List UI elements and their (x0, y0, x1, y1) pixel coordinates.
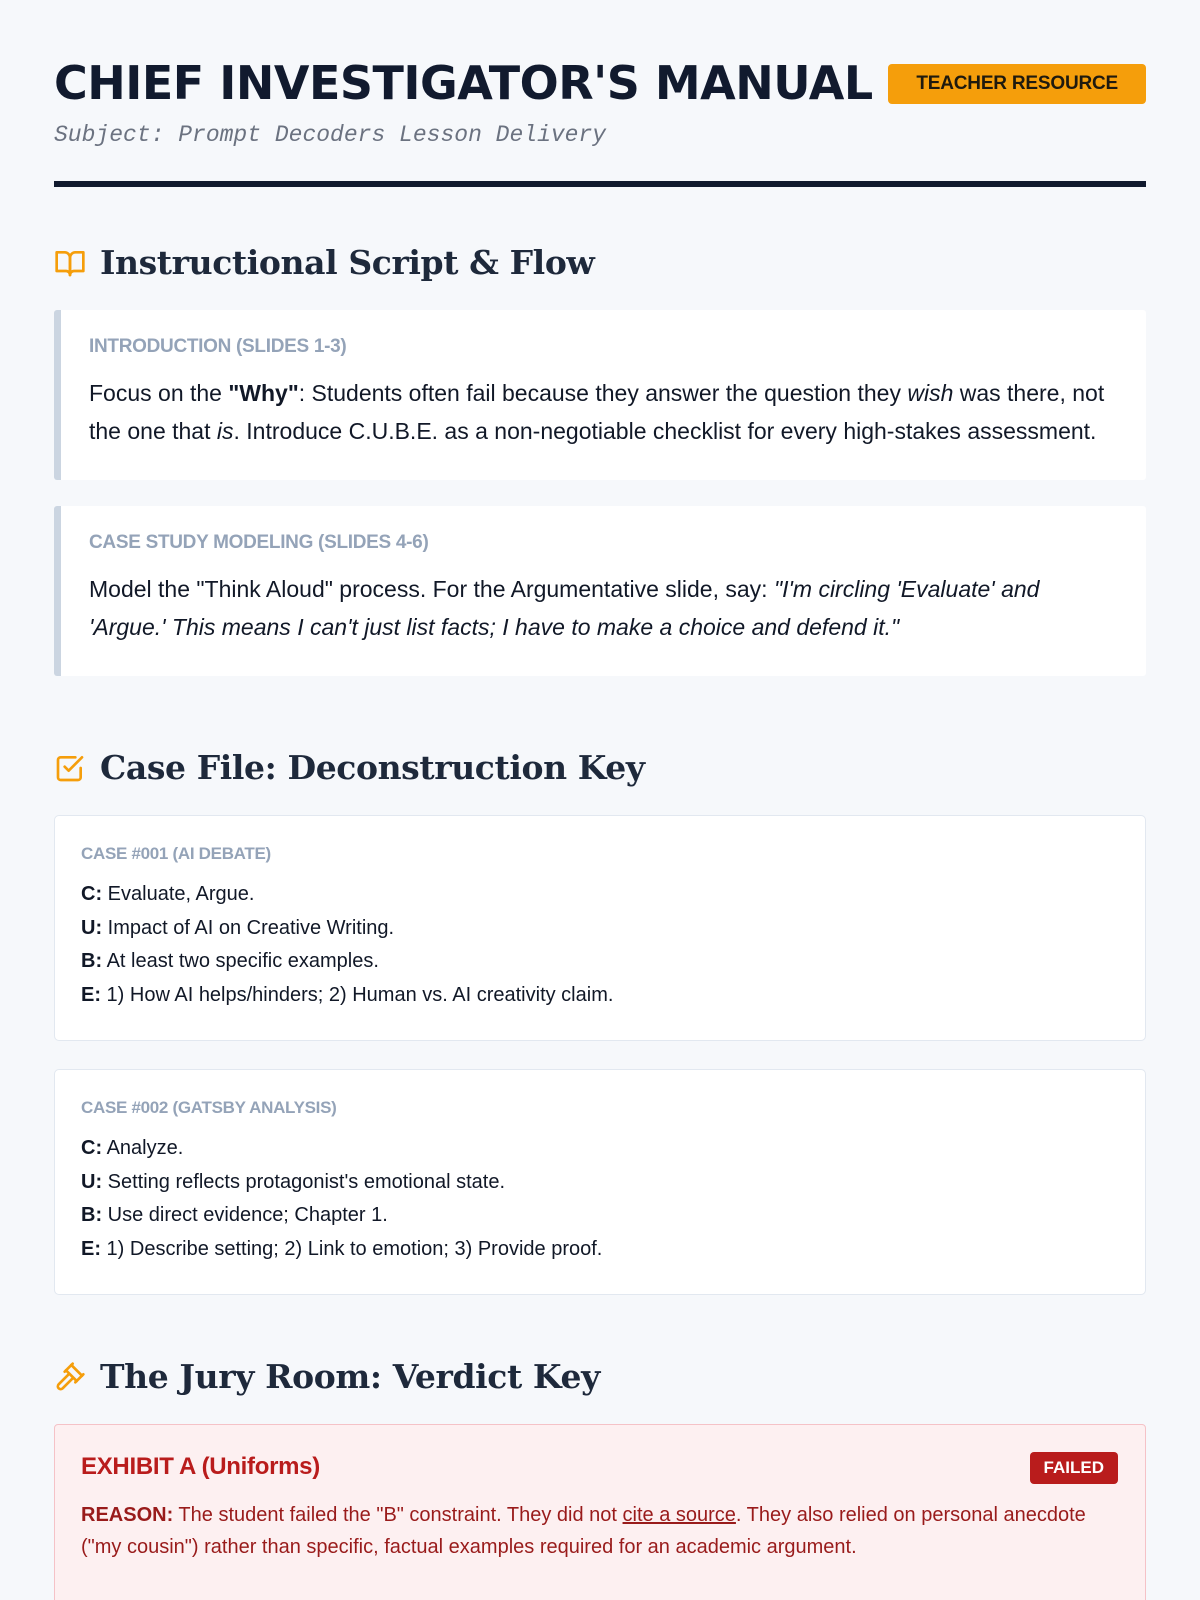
case-key: U: (81, 916, 103, 939)
section-title: The Jury Room: Verdict Key (100, 1357, 600, 1396)
card-label: CASE STUDY MODELING (SLIDES 4-6) (89, 532, 429, 553)
teacher-resource-badge: TEACHER RESOURCE (888, 64, 1146, 104)
text-run: Model the "Think Aloud" process. For the Argumentative slide, say: (89, 576, 774, 602)
case-card-001 (54, 815, 1146, 1041)
text-run: . They also relied on personal anecdote ("my cousin") rather than specific, factual examples required for an academic argument. (81, 1504, 1086, 1558)
script-text (89, 570, 1116, 646)
text-run-italic: is (216, 418, 234, 444)
book-open-icon (54, 247, 86, 279)
case-key: U: (81, 1170, 103, 1193)
text-run: Focus on the (89, 380, 229, 406)
section-title: Case File: Deconstruction Key (100, 748, 645, 787)
text-run-italic: wish (907, 380, 954, 406)
case-key: C: (81, 883, 103, 905)
exhibit-reason (81, 1499, 1119, 1563)
text-run: . Introduce C.U.B.E. as a non-negotiable checklist for every high-stakes assessment. (233, 418, 1097, 444)
case-key: E: (81, 983, 101, 1006)
gavel-icon (54, 1361, 86, 1393)
header (54, 0, 1146, 187)
case-value: Impact of AI on Creative Writing. (102, 916, 395, 939)
section-heading-script (54, 243, 1146, 282)
case-value: 1) Describe setting; 2) Link to emotion; 3) Provide proof. (101, 1237, 603, 1260)
subject-line: Subject: Prompt Decoders Lesson Delivery (54, 122, 607, 148)
section-title: Instructional Script & Flow (100, 243, 595, 282)
text-run-italic: "I'm circling 'Evaluate' and 'Argue.' This means I can't just list facts; I have to make a choice and defend it." (89, 576, 1040, 640)
case-key: C: (81, 1137, 103, 1159)
page-title: CHIEF INVESTIGATOR'S MANUAL (54, 56, 873, 110)
text-run-bold: "Why" (228, 380, 299, 406)
case-value: Analyze. (102, 1137, 184, 1159)
case-value: 1) How AI helps/hinders; 2) Human vs. AI creativity claim. (101, 983, 614, 1006)
case-line (81, 979, 1119, 1013)
case-key: E: (81, 1237, 101, 1260)
case-value: At least two specific examples. (102, 950, 379, 972)
case-line (81, 1132, 1119, 1166)
exhibit-title: EXHIBIT A (Uniforms) (81, 1453, 320, 1480)
cite-a-source-underlined: cite a source (622, 1504, 736, 1526)
case-line (81, 945, 1119, 979)
case-value: Use direct evidence; Chapter 1. (102, 1204, 388, 1226)
failed-status-badge: FAILED (1030, 1452, 1118, 1484)
exhibit-a-card (54, 1424, 1146, 1600)
case-key: B: (81, 1204, 103, 1226)
case-line (81, 1166, 1119, 1200)
case-value: Setting reflects protagonist's emotional state. (102, 1170, 506, 1193)
script-card-introduction (54, 310, 1146, 480)
text-run: : Students often fail because they answer the question they (298, 380, 908, 406)
checkbox-icon (54, 752, 86, 784)
text-run: was there, not the one that (89, 380, 1105, 444)
script-card-case-study-modeling (54, 506, 1146, 676)
reason-label: REASON: (81, 1504, 174, 1526)
case-line (81, 912, 1119, 946)
case-value: Evaluate, Argue. (102, 883, 255, 905)
card-label: INTRODUCTION (SLIDES 1-3) (89, 336, 347, 357)
section-heading-jury (54, 1357, 1146, 1396)
case-key: B: (81, 950, 103, 972)
case-label: CASE #002 (GATSBY ANALYSIS) (81, 1098, 337, 1117)
case-label: CASE #001 (AI DEBATE) (81, 844, 271, 863)
section-heading-cases (54, 748, 1146, 787)
script-text (89, 374, 1116, 450)
text-run: The student failed the "B" constraint. They did not (173, 1504, 623, 1526)
case-line (81, 878, 1119, 912)
case-line (81, 1199, 1119, 1233)
case-card-002 (54, 1069, 1146, 1295)
case-line (81, 1233, 1119, 1267)
